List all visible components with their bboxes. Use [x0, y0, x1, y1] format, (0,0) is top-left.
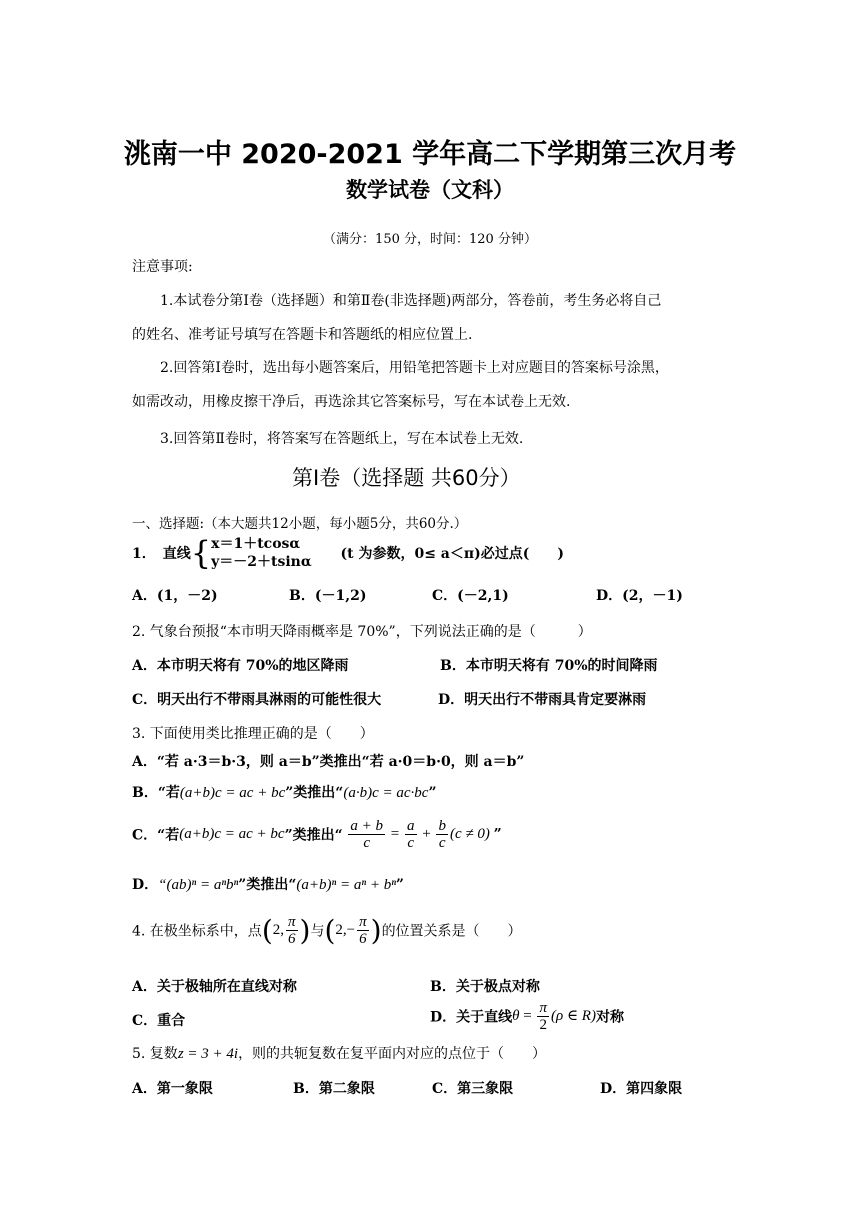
q3-b-label: B．: [132, 785, 158, 801]
q4-option-a: A．关于极轴所在直线对称: [132, 979, 297, 995]
q3-option-c: [132, 818, 502, 851]
q5-option-b: B．第二象限: [293, 1081, 375, 1097]
q4-prefix: 4. 在极坐标系中，点: [132, 923, 262, 940]
question-4: [132, 914, 522, 947]
q3-d-mid: ”类推出“: [238, 877, 297, 893]
q3-b-expr1: (a+b)c = ac + bc: [179, 785, 286, 801]
q5-suffix: ，则的共轭复数在复平面内对应的点位于（ ）: [238, 1046, 547, 1062]
q2-option-a: A．本市明天将有 70%的地区降雨: [132, 658, 349, 674]
question-2: 2. 气象台预报“本市明天降雨概率是 70%”，下列说法正确的是（ ）: [132, 624, 592, 640]
q3-option-a: A．“若 a·3＝b·3，则 a＝b”类推出“若 a·0＝b·0，则 a＝b”: [132, 754, 525, 770]
notice-line-2: 的姓名、准考证号填写在答题卡和答题纸的相应位置上.: [132, 327, 473, 343]
q1-prefix: 1． 直线: [132, 546, 191, 562]
q3-option-b: [132, 782, 437, 802]
q3-c-expr1: (a+b)c = ac + bc: [179, 826, 285, 842]
q3-d-expr1: “(ab)ⁿ = aⁿbⁿ: [158, 877, 239, 893]
q4-option-d: [430, 1000, 624, 1033]
exam-subtitle: 数学试卷（文科）: [346, 178, 514, 202]
notice-line-1: 1.本试卷分第Ⅰ卷（选择题）和第Ⅱ卷(非选择题)两部分，答卷前，考生务必将自己: [160, 293, 662, 309]
fraction: $\frac{\pi}{2}$: [539, 1000, 547, 1033]
section-title: 第Ⅰ卷（选择题 共60分）: [292, 466, 521, 490]
q2-option-c: C．明天出行不带雨具淋雨的可能性很大: [132, 692, 382, 708]
q3-b-part1: “若: [157, 785, 180, 801]
notice-heading: 注意事项:: [132, 259, 193, 275]
q4-option-b: B．关于极点对称: [430, 979, 540, 995]
q3-b-mid: ”类推出“: [285, 785, 344, 801]
notice-line-5: 3.回答第Ⅱ卷时，将答案写在答题纸上，写在本试卷上无效.: [160, 431, 524, 447]
q5-option-d: D．第四象限: [600, 1081, 683, 1097]
q3-c-fraction-expr: $\frac{a + b}{c}$ = $\frac{a}{c}$ + $\frac{b}{c}$ (c ≠ 0): [350, 818, 490, 851]
q4-option-c: C．重合: [132, 1013, 186, 1029]
q4-point-2: (2,− $\frac{\pi}{6}$ ): [324, 914, 382, 947]
q4-d-expr: θ = $\frac{\pi}{2}$ (ρ ∈ R): [512, 1000, 596, 1033]
notice-line-3: 2.回答第Ⅰ卷时，选出每小题答案后，用铅笔把答题卡上对应题目的答案标号涂黑，: [160, 360, 669, 376]
q4-point-1: (2, $\frac{\pi}{6}$ ): [261, 914, 311, 947]
q4-mid: 与: [310, 923, 325, 940]
q2-option-b: B．本市明天将有 70%的时间降雨: [440, 658, 658, 674]
q3-b-end: ”: [428, 785, 437, 801]
notice-line-4: 如需改动，用橡皮擦干净后，再选涂其它答案标号，写在本试卷上无效.: [132, 394, 571, 410]
question-5: [132, 1043, 546, 1063]
q1-brace: {: [190, 534, 212, 572]
q1-system: [211, 535, 312, 571]
fraction: $\frac{b}{c}$: [438, 818, 446, 851]
q4-suffix: 的位置关系是（ ）: [381, 923, 522, 940]
q4-d-prefix: D．关于直线: [430, 1009, 513, 1026]
q3-d-label: D．: [132, 877, 159, 893]
q3-option-d: [132, 874, 404, 894]
q3-b-expr2: (a·b)c = ac·bc: [343, 785, 429, 801]
q3-d-expr2: (a+b)ⁿ = aⁿ + bⁿ: [296, 877, 396, 893]
q1-eq1: x＝1＋tcosα: [211, 536, 301, 552]
q1-option-c: C．(－2,1): [432, 588, 509, 604]
q1-option-b: B．(－1,2): [289, 588, 367, 604]
q3-c-mid: ”类推出“: [284, 827, 343, 844]
section-intro: 一、选择题:（本大题共12小题，每小题5分，共60分.）: [132, 516, 468, 532]
fraction: $\frac{a}{c}$: [407, 818, 415, 851]
q5-expr: z = 3 + 4i: [177, 1046, 239, 1062]
exam-meta: （满分：150 分，时间：120 分钟）: [323, 232, 537, 247]
fraction: $\frac{a + b}{c}$: [350, 818, 384, 851]
fraction: $\frac{\pi}{6}$: [288, 914, 296, 947]
q3-c-end: ”: [493, 826, 502, 843]
q4-d-suffix: 对称: [595, 1009, 624, 1026]
q1-suffix: (t 为参数，0≤ a＜π)必过点( ): [340, 546, 564, 562]
q1-option-d: D．(2，－1): [596, 588, 683, 604]
exam-title: 洮南一中 2020-2021 学年高二下学期第三次月考: [123, 139, 737, 170]
q5-option-a: A．第一象限: [132, 1081, 213, 1097]
question-1: [132, 534, 564, 572]
q1-eq2: y＝－2＋tsinα: [211, 554, 312, 570]
q1-option-a: A．(1，－2): [132, 588, 218, 604]
q5-option-c: C．第三象限: [432, 1081, 514, 1097]
q3-c-label: C．: [132, 827, 158, 844]
q5-prefix: 5. 复数: [132, 1046, 178, 1062]
q2-option-d: D．明天出行不带雨具肯定要淋雨: [438, 692, 647, 708]
question-3: 3. 下面使用类比推理正确的是（ ）: [132, 726, 374, 742]
fraction: $\frac{\pi}{6}$: [359, 914, 367, 947]
q3-d-end: ”: [395, 877, 404, 893]
q3-c-part1: “若: [157, 827, 180, 844]
